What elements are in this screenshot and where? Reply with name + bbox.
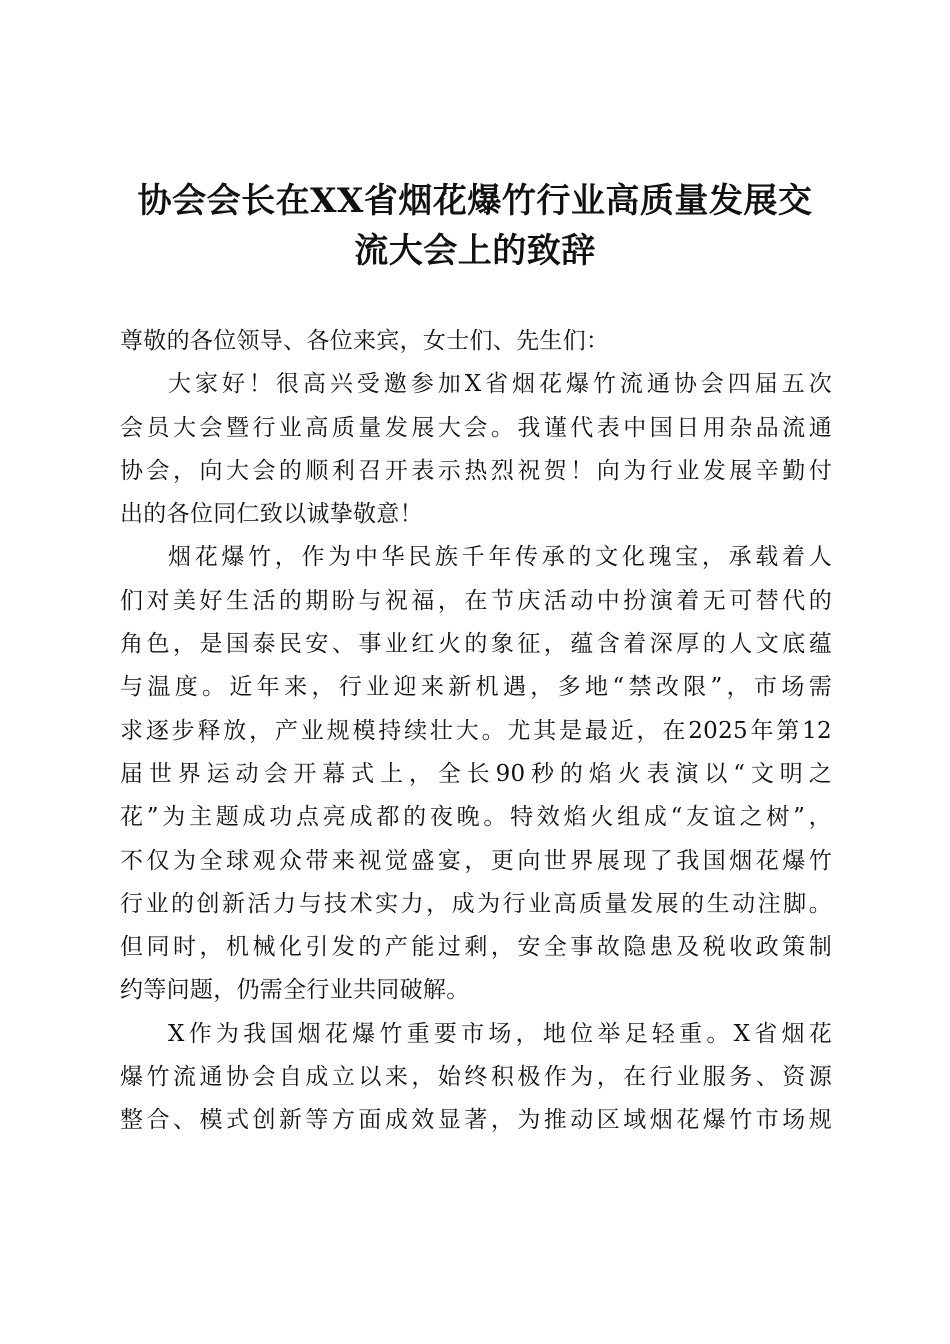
text-line: 花”为主题成功点亮成都的夜晚。特效焰火组成“友谊之树”， (120, 804, 832, 831)
title-line-1: 协会会长在XX省烟花爆竹行业高质量发展交 (137, 181, 813, 221)
text-line: 烟花爆竹，作为中华民族千年传承的文化瑰宝，承载着人 (168, 544, 832, 571)
text-line: 角色，是国泰民安、事业红火的象征，蕴含着深厚的人文底蕴 (120, 631, 832, 658)
text-line: 届世界运动会开幕式上，全长90秒的焰火表演以“文明之 (120, 760, 832, 787)
text-line: 们对美好生活的期盼与祝福，在节庆活动中扮演着无可替代的 (120, 587, 832, 614)
text-line: 约等问题，仍需全行业共同破解。 (120, 977, 470, 1004)
text-line: 大家好！很高兴受邀参加X省烟花爆竹流通协会四届五次 (168, 371, 832, 398)
text-line: 爆竹流通协会自成立以来，始终积极作为，在行业服务、资源 (120, 1064, 832, 1091)
title-line-2: 流大会上的致辞 (354, 231, 596, 271)
paragraph-2 (120, 536, 832, 1012)
text-line: 行业的创新活力与技术实力，成为行业高质量发展的生动注脚。 (120, 890, 832, 917)
text-line: 出的各位同仁致以诚挚敬意！ (120, 501, 423, 528)
document-title (110, 176, 840, 276)
text-line: 但同时，机械化引发的产能过剩，安全事故隐患及税收政策制 (120, 934, 832, 961)
text-line: 与温度。近年来，行业迎来新机遇，多地“禁改限”，市场需 (120, 674, 832, 701)
text-line: 协会，向大会的顺利召开表示热烈祝贺！向为行业发展辛勤付 (120, 457, 832, 484)
text-line: 求逐步释放，产业规模持续壮大。尤其是最近，在2025年第12 (120, 717, 832, 744)
paragraph-3 (120, 1013, 832, 1143)
text-line: 整合、模式创新等方面成效显著，为推动区域烟花爆竹市场规 (120, 1107, 832, 1134)
text-line: X作为我国烟花爆竹重要市场，地位举足轻重。X省烟花 (168, 1020, 832, 1047)
text-line: 会员大会暨行业高质量发展大会。我谨代表中国日用杂品流通 (120, 414, 832, 441)
text-line: 不仅为全球观众带来视觉盛宴，更向世界展现了我国烟花爆竹 (120, 847, 832, 874)
document-body (120, 320, 832, 1143)
salutation: 尊敬的各位领导、各位来宾，女士们、先生们： (120, 328, 610, 354)
paragraph-1 (120, 363, 832, 536)
